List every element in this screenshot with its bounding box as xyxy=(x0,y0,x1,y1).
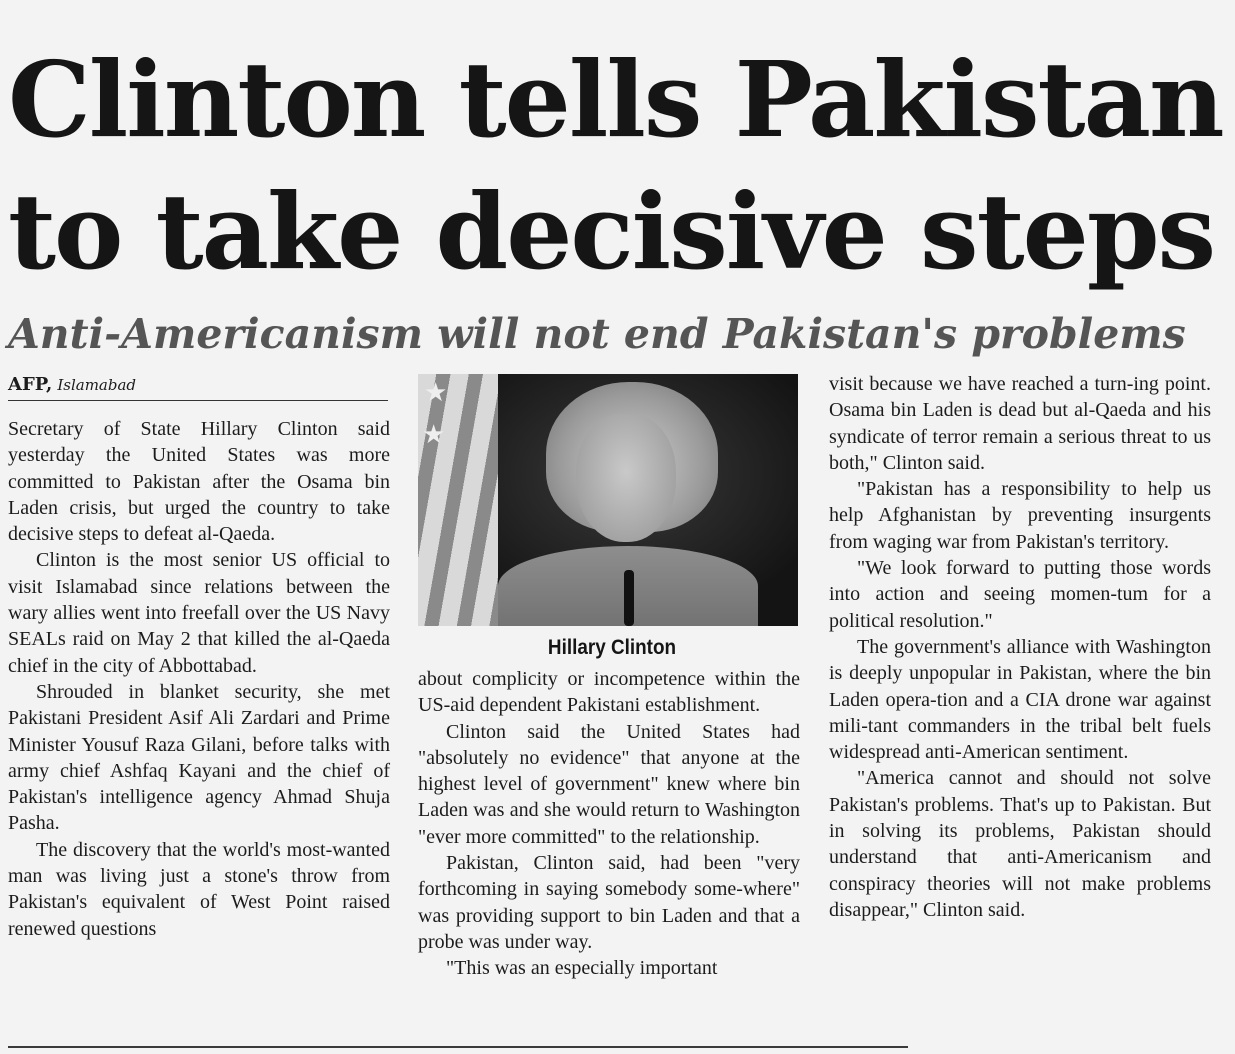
headline-line-2: to take decisive steps xyxy=(8,170,1215,293)
paragraph: Clinton said the United States had "absolutely no evidence" that anyone at the highest level of government" knew where bin Laden was and she would return to Washington "ever more committed" to the relationship. xyxy=(418,720,800,848)
paragraph: "America cannot and should not solve Pakistan's problems. That's up to Pakistan. But in solving its problems, Pakistan should understand that anti-Americanism and conspiracy theories will not make problems disappear," Clinton said. xyxy=(829,767,1211,921)
paragraph: "This was an especially important xyxy=(446,957,718,980)
paragraph: Secretary of State Hillary Clinton said yesterday the United States was more committed to Pakistan after the Osama bin Laden crisis, but urged the country to take decisive steps to defeat al-Qaeda. xyxy=(8,418,390,546)
star-icon: ★ xyxy=(422,420,446,450)
article-column-3 xyxy=(829,371,1211,923)
byline-place: Islamabad xyxy=(57,376,137,394)
subheadline: Anti-Americanism will not end Pakistan's problems xyxy=(8,310,1186,358)
paragraph: visit because we have reached a turn-ing point. Osama bin Laden is dead but al-Qaeda and his syndicate of terror remain a serious threat to us both," Clinton said. xyxy=(829,373,1211,474)
photo-caption: Hillary Clinton xyxy=(547,636,677,659)
paragraph: The discovery that the world's most-wanted man was living just a stone's throw from Pakistan's equivalent of West Point raised renewed questions xyxy=(8,838,390,940)
paragraph: about complicity or incompetence within the US-aid dependent Pakistani establishment. xyxy=(418,668,800,717)
bottom-rule xyxy=(8,1046,908,1048)
photo-hillary-clinton xyxy=(418,374,798,626)
paragraph: Pakistan, Clinton said, had been "very forthcoming in saying somebody some-where" was providing support to bin Laden and that a probe was under way. xyxy=(418,852,800,953)
article-column-1 xyxy=(8,416,390,942)
paragraph: Shrouded in blanket security, she met Pakistani President Asif Ali Zardari and Prime Minister Yousuf Raza Gilani, before talks with army chief Ashfaq Kayani and the chief of Pakistan's intelligence agency Ahmad Shuja Pasha. xyxy=(8,680,390,835)
byline-agency: AFP, xyxy=(8,374,53,395)
portrait-face xyxy=(576,414,676,542)
headline xyxy=(8,34,1228,298)
paragraph: "We look forward to putting those words into action and seeing momen-tum for a political resolution." xyxy=(829,557,1211,632)
headline-line-1: Clinton tells Pakistan xyxy=(8,38,1223,161)
paragraph: "Pakistan has a responsibility to help us help Afghanistan by preventing insurgents from waging war from Pakistan's territory. xyxy=(829,478,1211,553)
article-column-2 xyxy=(418,666,800,982)
byline xyxy=(8,374,388,401)
flag-backdrop xyxy=(418,374,498,626)
microphone-icon xyxy=(624,570,634,626)
star-icon: ★ xyxy=(424,378,448,408)
paragraph: The government's alliance with Washington is deeply unpopular in Pakistan, where the bin Laden opera-tion and a CIA drone war against mili-tant commanders in the tribal belt fuels widespread anti-American sentiment. xyxy=(829,635,1211,764)
paragraph: Clinton is the most senior US official to visit Islamabad since relations between the wary allies went into freefall over the US Navy SEALs raid on May 2 that killed the al-Qaeda chief in the city of Abbottabad. xyxy=(8,549,390,677)
